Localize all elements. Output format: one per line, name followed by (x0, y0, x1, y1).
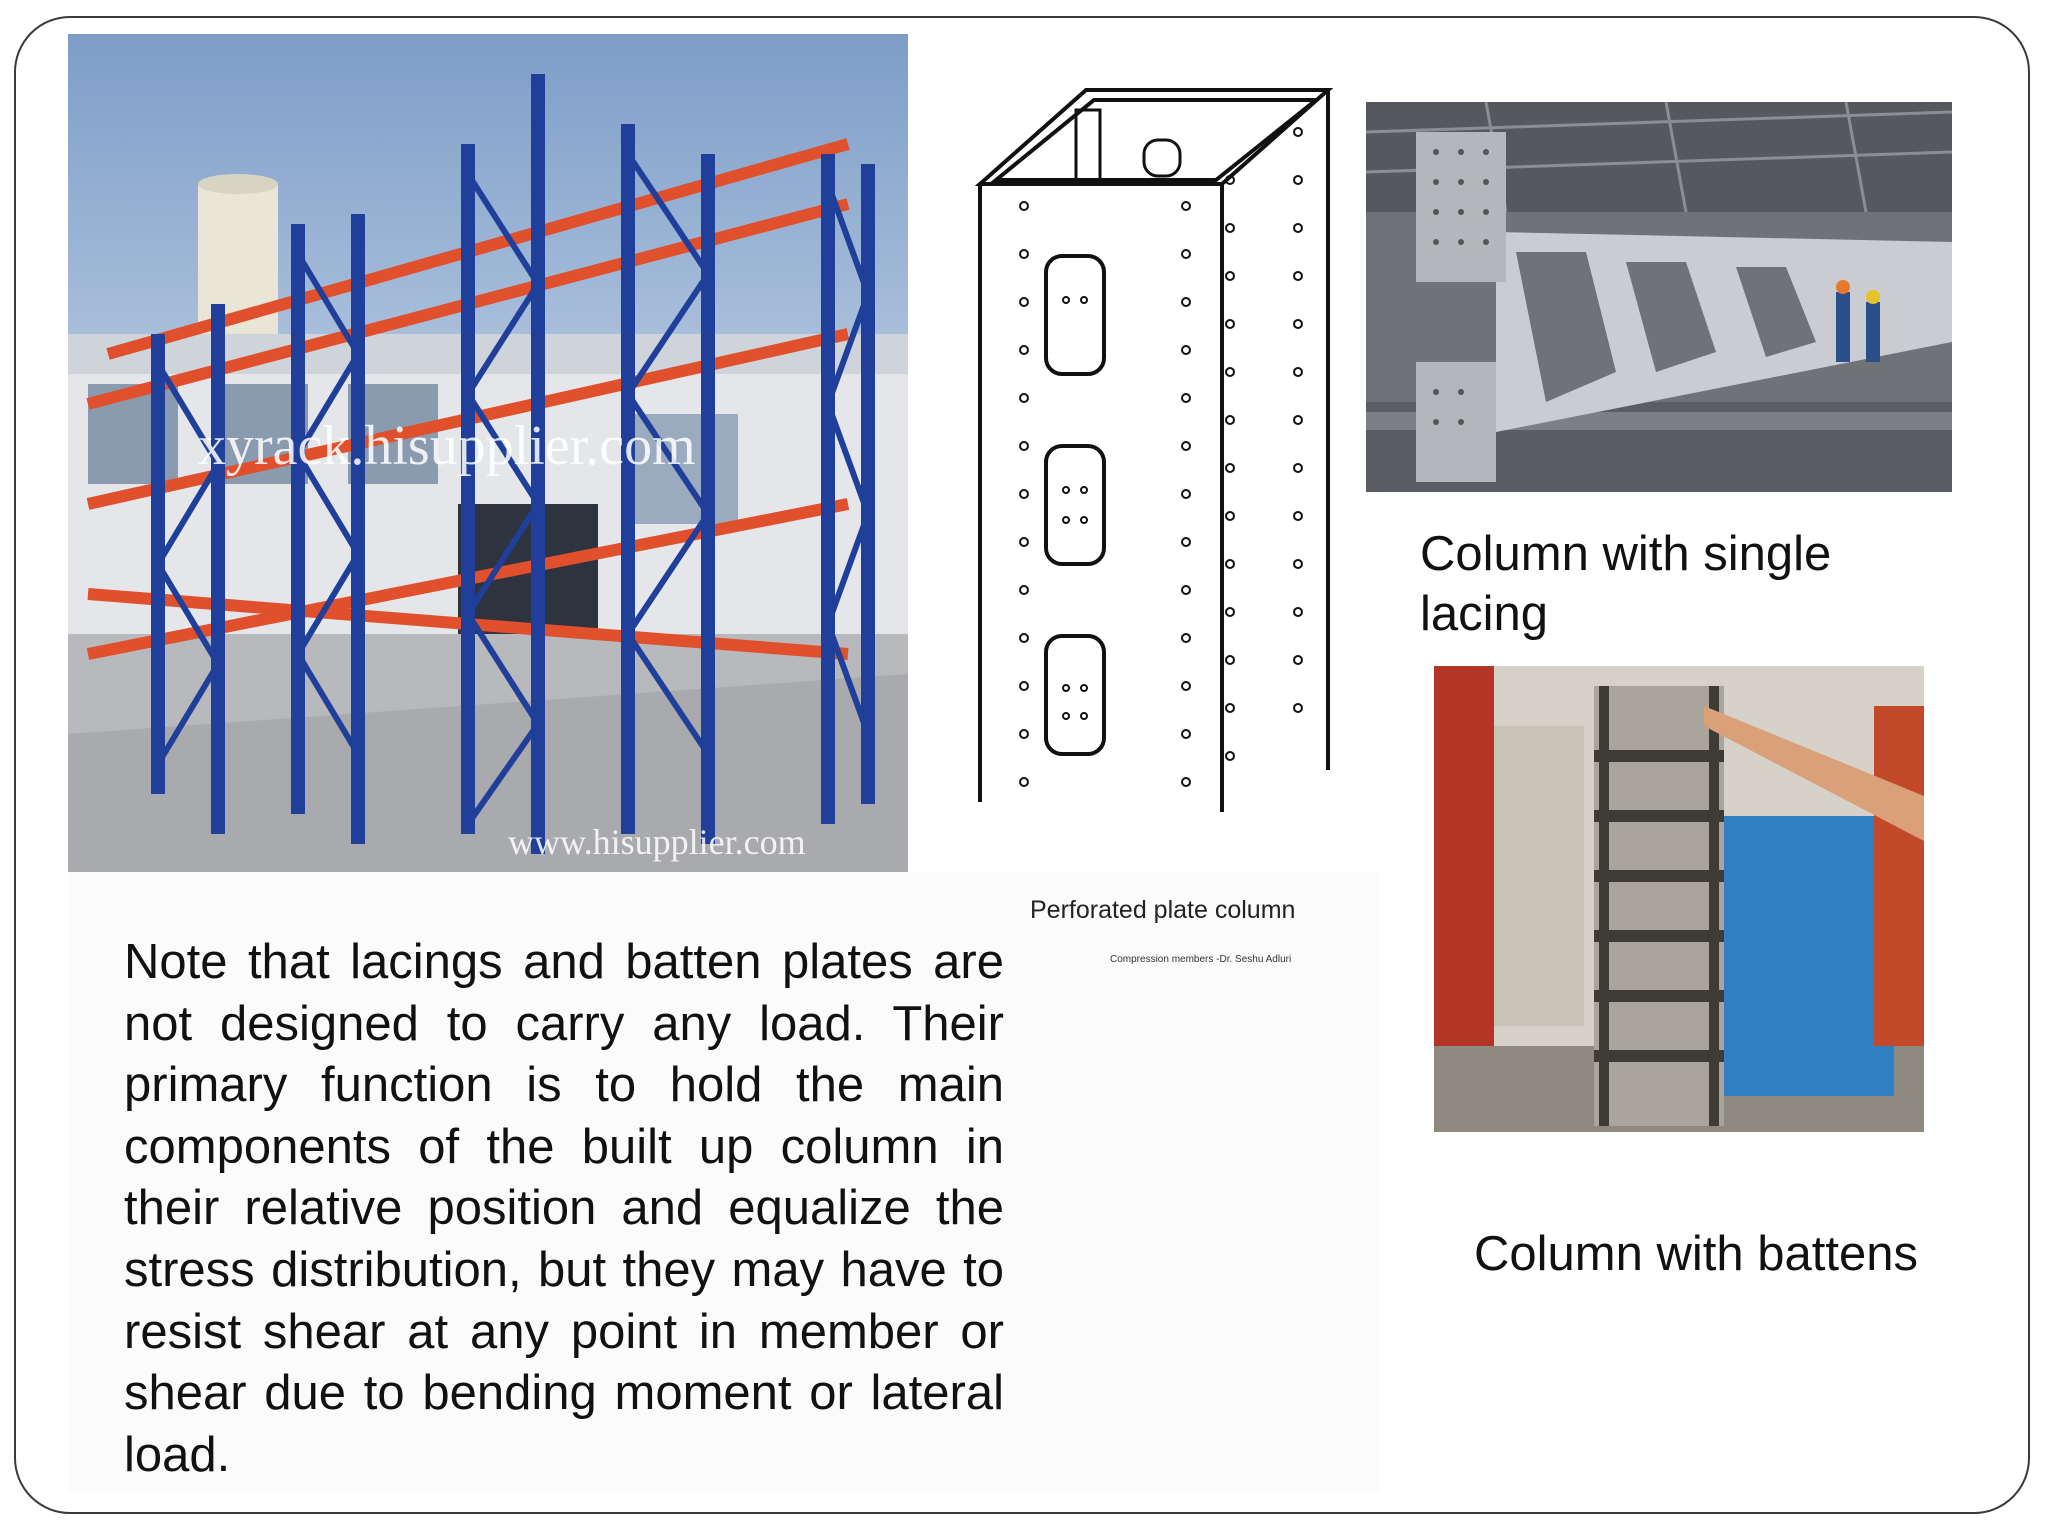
batten-column-caption: Column with battens (1474, 1227, 1918, 1281)
single-lacing-illustration (1366, 102, 1952, 492)
single-lacing-photo (1366, 102, 1952, 492)
lacing-note-paragraph: Note that lacings and batten plates are not designed to carry any load. Their primary function is to hold the main components of the built up column in their relative position and equalize the stress distribution, but they may have to resist shear at any point in member or shear due to bending moment or lateral load. (124, 935, 1004, 1482)
rack-photo (68, 34, 908, 872)
batten-column-photo (1434, 666, 1924, 1132)
single-lacing-caption-line2: lacing (1420, 587, 1549, 641)
rack-watermark-main: xyrack.hisupplier.com (198, 415, 696, 477)
perforated-column-drawing (966, 80, 1340, 820)
perforated-column-figure (966, 80, 1340, 820)
single-lacing-caption-line1: Column with single (1420, 527, 1832, 581)
perforated-column-title: Perforated plate column (1030, 896, 1296, 924)
rack-photo-illustration (68, 34, 908, 872)
rack-watermark-url: www.hisupplier.com (508, 822, 806, 862)
batten-column-illustration (1434, 666, 1924, 1132)
single-lacing-caption (1420, 524, 1831, 644)
perforated-column-credit: Compression members -Dr. Seshu Adluri (1110, 954, 1292, 965)
